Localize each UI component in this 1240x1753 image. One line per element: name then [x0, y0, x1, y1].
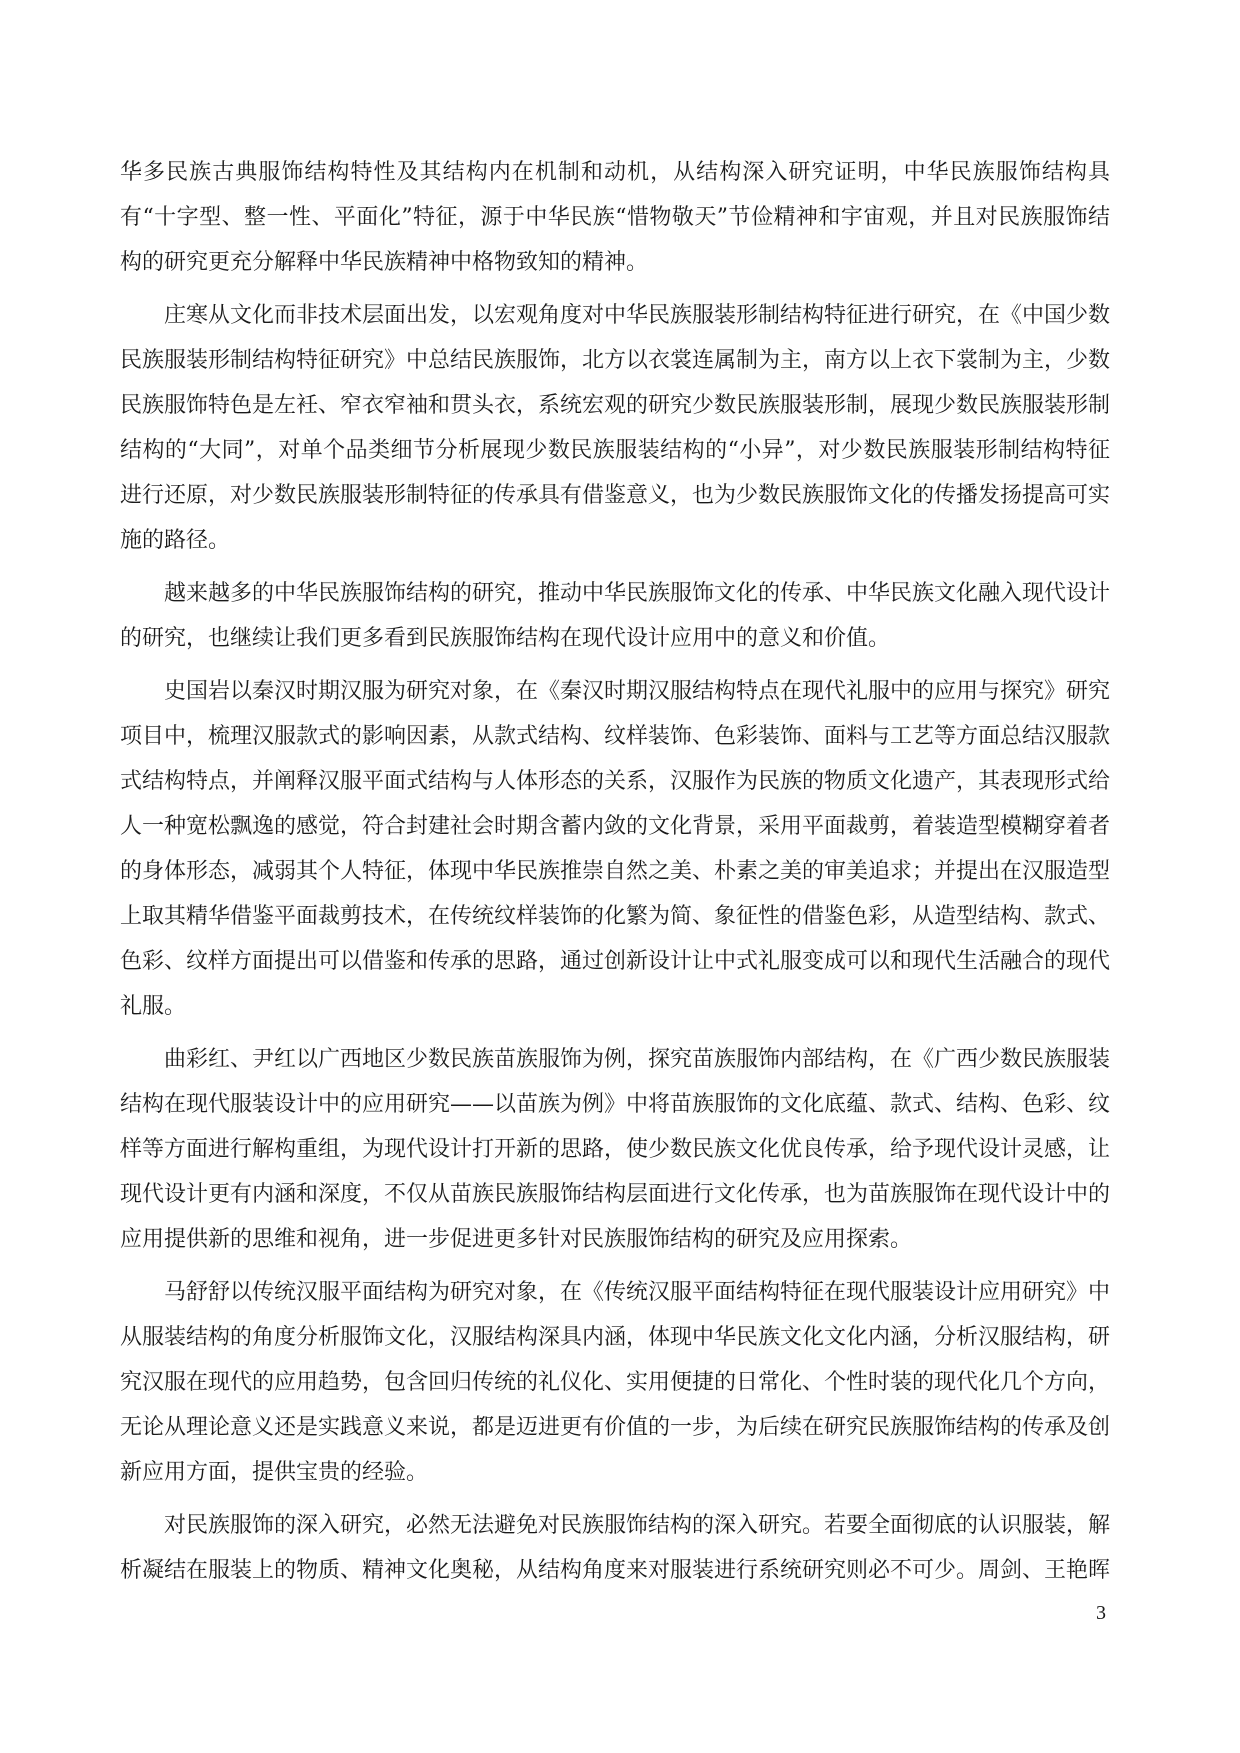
paragraph-structure-research: 对民族服饰的深入研究，必然无法避免对民族服饰结构的深入研究。若要全面彻底的认识服装，解析凝结在服装上的物质、精神文化奥秘，从结构角度来对服装进行系统研究则必不可少。周剑、王艳晖 — [120, 1513, 1111, 1583]
paragraph-research-trend: 越来越多的中华民族服饰结构的研究，推动中华民族服饰文化的传承、中华民族文化融入现代设计的研究，也继续让我们更多看到民族服饰结构在现代设计应用中的意义和价值。 — [120, 581, 1111, 651]
paragraph-continued: 华多民族古典服饰结构特性及其结构内在机制和动机，从结构深入研究证明，中华民族服饰结构具有“十字型、整一性、平面化”特征，源于中华民族“惜物敬天”节俭精神和宇宙观，并且对民族服饰结构的研究更充分解释中华民族精神中格物致知的精神。 — [120, 160, 1110, 275]
paragraph-shi-guoyan: 史国岩以秦汉时期汉服为研究对象，在《秦汉时期汉服结构特点在现代礼服中的应用与探究》研究项目中，梳理汉服款式的影响因素，从款式结构、纹样装饰、色彩装饰、面料与工艺等方面总结汉服款式结构特点，并阐释汉服平面式结构与人体形态的关系，汉服作为民族的物质文化遗产，其表现形式给人一种宽松飘逸的感觉，符合封建社会时期含蓄内敛的文化背景，采用平面裁剪，着装造型模糊穿着者的身体形态，减弱其个人特征，体现中华民族推崇自然之美、朴素之美的审美追求；并提出在汉服造型上取其精华借鉴平面裁剪技术，在传统纹样装饰的化繁为简、象征性的借鉴色彩，从造型结构、款式、色彩、纹样方面提出可以借鉴和传承的思路，通过创新设计让中式礼服变成可以和现代生活融合的现代礼服。 — [120, 679, 1111, 1019]
page-number: 3 — [1096, 1602, 1106, 1624]
body-text — [120, 150, 1110, 1601]
paragraph-ma-shushu: 马舒舒以传统汉服平面结构为研究对象，在《传统汉服平面结构特征在现代服装设计应用研究》中从服装结构的角度分析服饰文化，汉服结构深具内涵，体现中华民族文化文化内涵，分析汉服结构，研究汉服在现代的应用趋势，包含回归传统的礼仪化、实用便捷的日常化、个性时装的现代化几个方向，无论从理论意义还是实践意义来说，都是迈进更有价值的一步，为后续在研究民族服饰结构的传承及创新应用方面，提供宝贵的经验。 — [120, 1280, 1111, 1485]
paragraph-qu-caihong: 曲彩红、尹红以广西地区少数民族苗族服饰为例，探究苗族服饰内部结构，在《广西少数民族服装结构在现代服装设计中的应用研究——以苗族为例》中将苗族服饰的文化底蕴、款式、结构、色彩、纹样等方面进行解构重组，为现代设计打开新的思路，使少数民族文化优良传承，给予现代设计灵感，让现代设计更有内涵和深度，不仅从苗族民族服饰结构层面进行文化传承，也为苗族服饰在现代设计中的应用提供新的思维和视角，进一步促进更多针对民族服饰结构的研究及应用探索。 — [120, 1047, 1111, 1252]
paragraph-zhuang-han: 庄寒从文化而非技术层面出发，以宏观角度对中华民族服装形制结构特征进行研究，在《中国少数民族服装形制结构特征研究》中总结民族服饰，北方以衣裳连属制为主，南方以上衣下裳制为主，少数民族服饰特色是左衽、窄衣窄袖和贯头衣，系统宏观的研究少数民族服装形制，展现少数民族服装形制结构的“大同”，对单个品类细节分析展现少数民族服装结构的“小异”，对少数民族服装形制结构特征进行还原，对少数民族服装形制特征的传承具有借鉴意义，也为少数民族服饰文化的传播发扬提高可实施的路径。 — [120, 303, 1111, 553]
